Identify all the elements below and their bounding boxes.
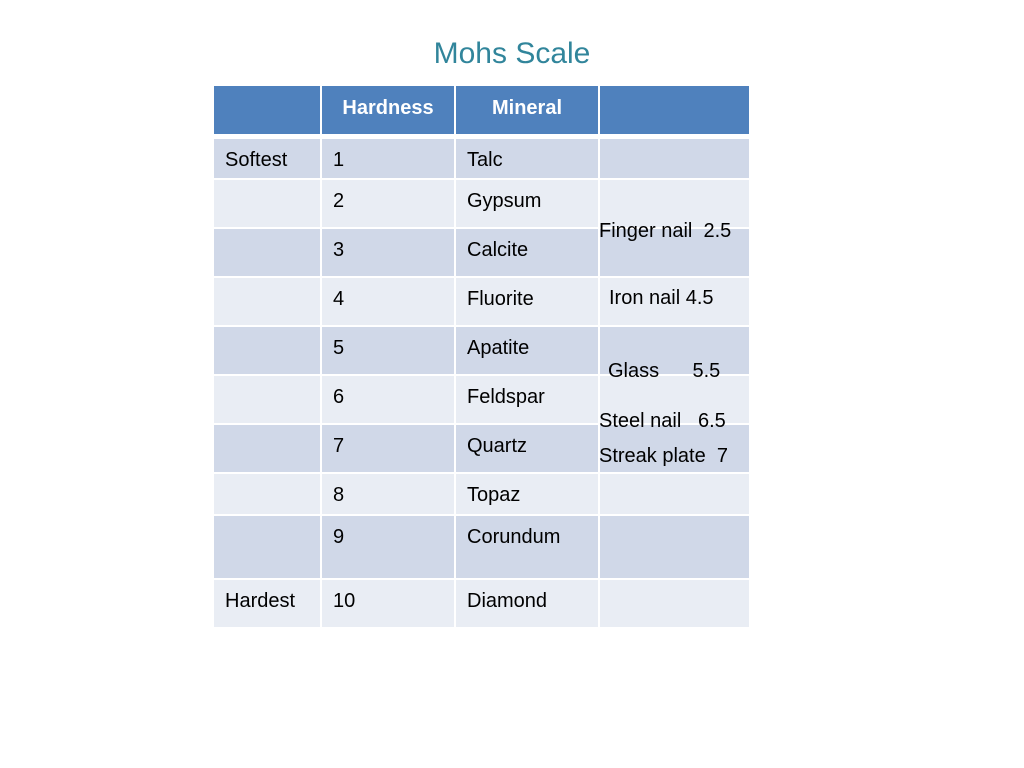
header-cell-label bbox=[214, 86, 320, 134]
table-row-hardness: 2 bbox=[322, 180, 454, 227]
table-row-mineral: Quartz bbox=[456, 425, 598, 472]
table-row-label bbox=[214, 516, 320, 578]
header-cell-mineral: Mineral bbox=[456, 86, 598, 134]
table-row-label: Softest bbox=[214, 139, 320, 178]
table-row-hardness: 3 bbox=[322, 229, 454, 276]
table-row-hardness: 5 bbox=[322, 327, 454, 374]
table-row-mineral: Apatite bbox=[456, 327, 598, 374]
reference-glass: Glass 5.5 bbox=[608, 360, 721, 382]
table-row-mineral: Fluorite bbox=[456, 278, 598, 325]
header-cell-reference bbox=[600, 86, 749, 134]
table-row-hardness: 8 bbox=[322, 474, 454, 514]
table-row-mineral: Talc bbox=[456, 139, 598, 178]
table-row-label bbox=[214, 425, 320, 472]
table-row-label bbox=[214, 327, 320, 374]
table-row-label bbox=[214, 474, 320, 514]
table-row-hardness: 6 bbox=[322, 376, 454, 423]
reference-streak-plate: Streak plate 7 bbox=[599, 445, 728, 467]
table-row-label bbox=[214, 229, 320, 276]
table-row-reference bbox=[600, 139, 749, 178]
table-row-mineral: Topaz bbox=[456, 474, 598, 514]
table-row-hardness: 1 bbox=[322, 139, 454, 178]
table-row-hardness: 10 bbox=[322, 580, 454, 627]
table-row-label: Hardest bbox=[214, 580, 320, 627]
table-row-label bbox=[214, 376, 320, 423]
table-row-mineral: Feldspar bbox=[456, 376, 598, 423]
table-row-reference bbox=[600, 516, 749, 578]
table-row-label bbox=[214, 180, 320, 227]
table-row-hardness: 4 bbox=[322, 278, 454, 325]
table-row-label bbox=[214, 278, 320, 325]
table-row-hardness: 7 bbox=[322, 425, 454, 472]
table-row-mineral: Diamond bbox=[456, 580, 598, 627]
table-row-mineral: Calcite bbox=[456, 229, 598, 276]
reference-iron-nail: Iron nail 4.5 bbox=[609, 287, 714, 309]
table-row-hardness: 9 bbox=[322, 516, 454, 578]
reference-finger-nail: Finger nail 2.5 bbox=[599, 220, 732, 242]
mohs-table bbox=[212, 84, 751, 629]
table-row-mineral: Gypsum bbox=[456, 180, 598, 227]
table-row-reference bbox=[600, 580, 749, 627]
header-cell-hardness: Hardness bbox=[322, 86, 454, 134]
reference-steel-nail: Steel nail 6.5 bbox=[599, 410, 726, 432]
page-title: Mohs Scale bbox=[433, 37, 591, 70]
table-row-mineral: Corundum bbox=[456, 516, 598, 578]
table-row-reference bbox=[600, 474, 749, 514]
